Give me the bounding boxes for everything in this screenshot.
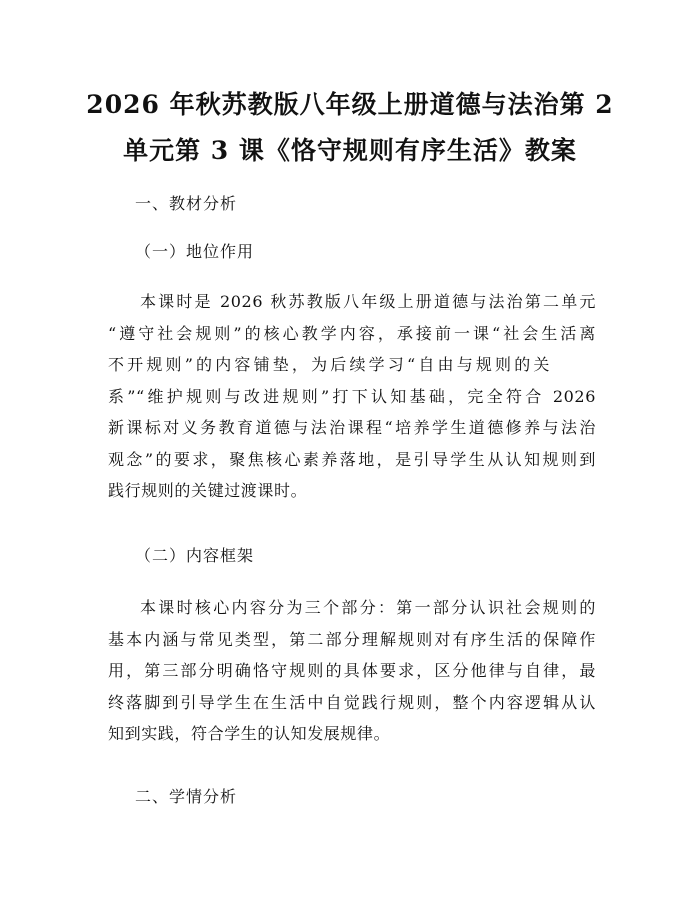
document-title-line-1: 2026 年秋苏教版八年级上册道德与法治第 2 bbox=[86, 90, 614, 119]
paragraph-line: 本课时是 2026 秋苏教版八年级上册道德与法治第二单元 bbox=[140, 292, 596, 311]
paragraph-line: 观念”的要求，聚焦核心素养落地，是引导学生从认知规则到 bbox=[108, 449, 596, 469]
paragraph-line: 新课标对义务教育道德与法治课程“培养学生道德修养与法治 bbox=[108, 418, 596, 437]
paragraph-line: 基本内涵与常见类型，第二部分理解规则对有序生活的保障作 bbox=[108, 629, 596, 649]
paragraph-position-role bbox=[108, 286, 596, 507]
paragraph-line: 不开规则”的内容铺垫，为后续学习“自由与规则的关 bbox=[108, 355, 550, 374]
subsection-heading-position-role: （一）地位作用 bbox=[135, 242, 255, 261]
paragraph-content-framework bbox=[108, 592, 596, 750]
section-heading-textbook-analysis: 一、教材分析 bbox=[135, 194, 238, 213]
subsection-heading-content-framework: （二）内容框架 bbox=[135, 546, 255, 565]
paragraph-line: 终落脚到引导学生在生活中自觉践行规则，整个内容逻辑从认 bbox=[108, 692, 596, 712]
paragraph-line: “遵守社会规则”的核心教学内容，承接前一课“社会生活离 bbox=[108, 323, 596, 343]
paragraph-line: 系”“维护规则与改进规则”打下认知基础，完全符合 2026 bbox=[108, 386, 596, 406]
paragraph-line: 知到实践，符合学生的认知发展规律。 bbox=[108, 724, 391, 743]
paragraph-line: 践行规则的关键过渡课时。 bbox=[108, 481, 308, 500]
section-heading-learner-analysis: 二、学情分析 bbox=[135, 787, 238, 806]
paragraph-line: 本课时核心内容分为三个部分：第一部分认识社会规则的 bbox=[140, 598, 596, 617]
paragraph-line: 用，第三部分明确恪守规则的具体要求，区分他律与自律，最 bbox=[108, 661, 596, 680]
document-title-line-2: 单元第 3 课《恪守规则有序生活》教案 bbox=[123, 136, 577, 165]
